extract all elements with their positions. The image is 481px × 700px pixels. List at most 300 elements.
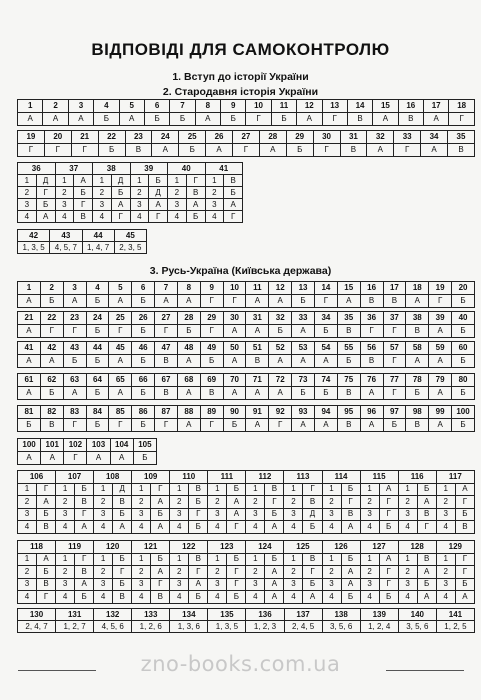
- question-number: 124: [246, 541, 284, 554]
- match-answer: Г: [227, 578, 246, 591]
- match-answer: Б: [379, 521, 398, 534]
- match-index: 1: [132, 483, 151, 496]
- match-index: 4: [55, 211, 74, 223]
- question-number: 92: [269, 406, 292, 419]
- match-index: 4: [94, 591, 113, 604]
- question-number: 105: [133, 439, 156, 452]
- answer-cell: В: [40, 419, 63, 432]
- answer-cell: Б: [383, 419, 406, 432]
- answer-cell: Б: [86, 295, 109, 308]
- answer-cell: 1, 2, 5: [436, 621, 474, 633]
- question-number: 110: [170, 471, 208, 484]
- match-index: 4: [398, 521, 417, 534]
- match-answer: Б: [379, 591, 398, 604]
- question-number: 43: [50, 230, 82, 242]
- match-index: 4: [93, 211, 112, 223]
- match-index: 2: [284, 496, 303, 509]
- match-answer: Б: [341, 591, 360, 604]
- question-number: 15: [373, 100, 398, 113]
- question-number: 32: [367, 131, 394, 144]
- question-number: 7: [155, 282, 178, 295]
- match-index: 2: [322, 496, 341, 509]
- answer-cell: Б: [132, 355, 155, 368]
- match-answer: Б: [227, 553, 246, 566]
- answer-cell: 1, 4, 7: [82, 242, 114, 254]
- question-number: 16: [398, 100, 423, 113]
- match-answer: В: [75, 496, 94, 509]
- answer-cell: Б: [337, 355, 360, 368]
- question-number: 115: [360, 471, 398, 484]
- answer-cell: А: [373, 113, 398, 126]
- answer-cell: Г: [18, 144, 45, 157]
- answer-cell: 2, 4, 5: [284, 621, 322, 633]
- match-index: 3: [55, 199, 74, 211]
- answer-cell: А: [246, 419, 269, 432]
- question-number: 11: [246, 282, 269, 295]
- match-answer: Б: [224, 187, 243, 199]
- match-answer: Д: [303, 508, 322, 521]
- match-answer: А: [37, 553, 56, 566]
- match-answer: А: [379, 553, 398, 566]
- match-index: 4: [208, 591, 227, 604]
- answer-cell: Б: [132, 419, 155, 432]
- question-number: 101: [41, 439, 64, 452]
- match-index: 3: [360, 508, 379, 521]
- match-index: 4: [208, 521, 227, 534]
- question-number: 8: [195, 100, 220, 113]
- match-answer: Г: [455, 553, 474, 566]
- match-answer: В: [186, 187, 205, 199]
- match-answer: А: [75, 521, 94, 534]
- question-number: 103: [87, 439, 110, 452]
- match-index: 2: [398, 496, 417, 509]
- match-index: 4: [246, 591, 265, 604]
- match-index: 2: [94, 496, 113, 509]
- match-answer: А: [149, 199, 168, 211]
- match-answer: А: [111, 199, 130, 211]
- match-index: 1: [360, 483, 379, 496]
- answer-cell: 1, 3, 5: [208, 621, 246, 633]
- question-number: 26: [132, 312, 155, 325]
- question-number: 90: [223, 406, 246, 419]
- answer-cell: А: [109, 355, 132, 368]
- question-number: 35: [448, 131, 475, 144]
- answer-cell: Б: [452, 419, 475, 432]
- answer-table-ancient-1-18: [17, 99, 475, 126]
- match-index: 2: [55, 187, 74, 199]
- question-number: 119: [56, 541, 94, 554]
- answer-cell: А: [177, 355, 200, 368]
- match-answer: Г: [303, 566, 322, 579]
- question-number: 42: [18, 230, 50, 242]
- match-answer: Б: [417, 483, 436, 496]
- question-number: 71: [246, 374, 269, 387]
- question-number: 138: [322, 609, 360, 621]
- question-number: 27: [155, 312, 178, 325]
- match-answer: А: [265, 566, 284, 579]
- answer-cell: А: [119, 113, 144, 126]
- match-index: 3: [132, 508, 151, 521]
- match-index: 4: [360, 591, 379, 604]
- answer-cell: В: [200, 387, 223, 400]
- match-index: 1: [130, 175, 149, 187]
- question-number: 132: [94, 609, 132, 621]
- answer-cell: В: [337, 387, 360, 400]
- answer-cell: Б: [132, 325, 155, 338]
- answer-cell: Г: [44, 144, 71, 157]
- question-number: 1: [18, 100, 43, 113]
- question-number: 52: [269, 342, 292, 355]
- match-index: 1: [170, 553, 189, 566]
- match-index: 1: [398, 483, 417, 496]
- match-answer: А: [113, 521, 132, 534]
- answer-cell: А: [429, 387, 452, 400]
- question-number: 24: [152, 131, 179, 144]
- question-number: 38: [93, 163, 131, 175]
- answer-cell: 1, 2, 4: [360, 621, 398, 633]
- question-number: 29: [286, 131, 313, 144]
- answer-cell: 1, 3, 5: [18, 242, 50, 254]
- question-number: 98: [406, 406, 429, 419]
- match-answer: А: [227, 496, 246, 509]
- question-number: 66: [132, 374, 155, 387]
- answer-cell: Б: [40, 387, 63, 400]
- question-number: 41: [18, 342, 41, 355]
- answer-cell: А: [223, 355, 246, 368]
- answer-cell: Б: [144, 113, 169, 126]
- question-number: 50: [223, 342, 246, 355]
- answer-cell: А: [406, 355, 429, 368]
- answer-cell: А: [421, 144, 448, 157]
- match-answer: А: [151, 566, 170, 579]
- answer-cell: А: [246, 325, 269, 338]
- match-index: 1: [322, 553, 341, 566]
- match-index: 4: [18, 591, 37, 604]
- question-number: 74: [314, 374, 337, 387]
- question-number: 3: [68, 100, 93, 113]
- answer-table-rus-1-20: [17, 281, 475, 308]
- match-answer: Г: [74, 199, 93, 211]
- question-number: 12: [297, 100, 322, 113]
- match-index: 4: [56, 521, 75, 534]
- match-answer: А: [341, 578, 360, 591]
- answer-cell: А: [223, 387, 246, 400]
- answer-cell: Б: [132, 295, 155, 308]
- match-answer: В: [224, 175, 243, 187]
- answer-table-ancient-19-35: [17, 130, 475, 157]
- answer-cell: А: [292, 325, 315, 338]
- match-answer: Б: [75, 591, 94, 604]
- answer-cell: 4, 5, 7: [50, 242, 82, 254]
- answer-cell: А: [269, 387, 292, 400]
- match-index: 3: [436, 508, 455, 521]
- match-answer: Г: [151, 578, 170, 591]
- question-number: 55: [337, 342, 360, 355]
- question-number: 63: [63, 374, 86, 387]
- question-number: 60: [452, 342, 475, 355]
- question-number: 51: [246, 342, 269, 355]
- match-index: 4: [170, 521, 189, 534]
- question-number: 125: [284, 541, 322, 554]
- match-answer: А: [455, 591, 474, 604]
- question-number: 84: [86, 406, 109, 419]
- question-number: 18: [449, 100, 475, 113]
- question-number: 94: [314, 406, 337, 419]
- match-index: 1: [205, 175, 224, 187]
- match-index: 2: [56, 566, 75, 579]
- answer-cell: Б: [269, 325, 292, 338]
- question-number: 104: [110, 439, 133, 452]
- match-index: 4: [436, 591, 455, 604]
- answer-table-ancient-42-45: [17, 229, 147, 254]
- question-number: 99: [429, 406, 452, 419]
- question-number: 131: [56, 609, 94, 621]
- match-index: 2: [168, 187, 187, 199]
- answer-cell: Б: [86, 325, 109, 338]
- answer-cell: Б: [271, 113, 296, 126]
- match-index: 3: [284, 578, 303, 591]
- match-index: 1: [94, 553, 113, 566]
- match-index: 3: [168, 199, 187, 211]
- match-index: 1: [93, 175, 112, 187]
- match-index: 1: [360, 553, 379, 566]
- question-number: 23: [125, 131, 152, 144]
- match-index: 4: [18, 521, 37, 534]
- match-answer: А: [265, 578, 284, 591]
- match-index: 4: [168, 211, 187, 223]
- match-answer: Б: [455, 508, 474, 521]
- question-number: 48: [177, 342, 200, 355]
- match-index: 4: [398, 591, 417, 604]
- match-answer: Б: [113, 578, 132, 591]
- answer-cell: А: [18, 113, 43, 126]
- answer-cell: Г: [449, 113, 475, 126]
- match-answer: Г: [36, 187, 55, 199]
- question-number: 1: [18, 282, 41, 295]
- answer-cell: 2, 4, 7: [18, 621, 56, 633]
- answer-table-rus-81-100: [17, 405, 475, 432]
- match-answer: А: [303, 591, 322, 604]
- question-number: 96: [360, 406, 383, 419]
- question-number: 30: [313, 131, 340, 144]
- match-answer: Б: [113, 553, 132, 566]
- match-answer: Б: [189, 496, 208, 509]
- question-number: 61: [18, 374, 41, 387]
- question-number: 79: [429, 374, 452, 387]
- question-number: 5: [109, 282, 132, 295]
- match-answer: Г: [379, 496, 398, 509]
- question-number: 49: [200, 342, 223, 355]
- match-answer: Г: [151, 483, 170, 496]
- answer-cell: В: [340, 144, 367, 157]
- answer-cell: Г: [63, 419, 86, 432]
- match-index: 2: [436, 566, 455, 579]
- match-index: 2: [18, 496, 37, 509]
- answer-cell: Б: [177, 325, 200, 338]
- match-answer: Г: [75, 553, 94, 566]
- match-index: 1: [56, 553, 75, 566]
- question-number: 2: [40, 282, 63, 295]
- section-heading-ancient: 2. Стародавня історія України: [162, 86, 319, 98]
- question-number: 89: [200, 406, 223, 419]
- answer-cell: 1, 2, 7: [56, 621, 94, 633]
- question-number: 18: [406, 282, 429, 295]
- match-index: 3: [322, 578, 341, 591]
- question-number: 78: [406, 374, 429, 387]
- question-number: 19: [18, 131, 45, 144]
- match-answer: В: [303, 553, 322, 566]
- answer-cell: Б: [452, 355, 475, 368]
- question-number: 82: [40, 406, 63, 419]
- question-number: 14: [347, 100, 372, 113]
- match-answer: Г: [379, 566, 398, 579]
- match-answer: В: [113, 496, 132, 509]
- question-number: 27: [233, 131, 260, 144]
- question-number: 8: [177, 282, 200, 295]
- question-number: 73: [292, 374, 315, 387]
- answer-cell: Г: [200, 325, 223, 338]
- answer-cell: А: [424, 113, 449, 126]
- match-index: 3: [170, 508, 189, 521]
- answer-cell: Б: [452, 295, 475, 308]
- question-number: 88: [177, 406, 200, 419]
- match-answer: Г: [149, 211, 168, 223]
- match-index: 4: [170, 591, 189, 604]
- match-index: 3: [93, 199, 112, 211]
- question-number: 127: [360, 541, 398, 554]
- answer-cell: А: [41, 452, 64, 465]
- question-number: 22: [98, 131, 125, 144]
- question-number: 114: [322, 471, 360, 484]
- question-number: 28: [177, 312, 200, 325]
- question-number: 15: [337, 282, 360, 295]
- match-index: 1: [436, 483, 455, 496]
- answer-cell: А: [314, 355, 337, 368]
- answer-cell: Г: [63, 325, 86, 338]
- match-index: 2: [170, 566, 189, 579]
- answer-cell: В: [448, 144, 475, 157]
- match-index: 1: [284, 483, 303, 496]
- question-number: 32: [269, 312, 292, 325]
- answer-cell: Г: [200, 295, 223, 308]
- question-number: 34: [314, 312, 337, 325]
- answer-cell: В: [406, 325, 429, 338]
- match-answer: Б: [111, 187, 130, 199]
- question-number: 121: [132, 541, 170, 554]
- answer-cell: А: [177, 295, 200, 308]
- answer-cell: Б: [170, 113, 195, 126]
- answer-cell: Г: [269, 419, 292, 432]
- answer-cell: Г: [322, 113, 347, 126]
- question-number: 41: [205, 163, 243, 175]
- match-index: 4: [132, 521, 151, 534]
- answer-cell: А: [367, 144, 394, 157]
- question-number: 87: [155, 406, 178, 419]
- answer-cell: А: [152, 144, 179, 157]
- question-number: 21: [18, 312, 41, 325]
- match-index: 3: [132, 578, 151, 591]
- answer-cell: А: [177, 387, 200, 400]
- question-number: 40: [168, 163, 206, 175]
- answer-cell: Б: [314, 325, 337, 338]
- match-index: 4: [18, 211, 37, 223]
- answer-cell: Б: [452, 325, 475, 338]
- match-answer: Г: [189, 508, 208, 521]
- match-index: 3: [18, 578, 37, 591]
- match-answer: Г: [224, 211, 243, 223]
- answer-cell: Б: [221, 113, 246, 126]
- match-answer: Б: [227, 591, 246, 604]
- match-answer: Г: [227, 566, 246, 579]
- match-answer: Г: [379, 578, 398, 591]
- answer-cell: Г: [313, 144, 340, 157]
- match-answer: А: [75, 578, 94, 591]
- answer-cell: 3, 5, 6: [398, 621, 436, 633]
- answer-table-rus-118-129: [17, 540, 475, 604]
- match-index: 3: [94, 508, 113, 521]
- question-number: 45: [109, 342, 132, 355]
- match-answer: Б: [417, 578, 436, 591]
- answer-cell: Г: [360, 325, 383, 338]
- answer-cell: А: [177, 419, 200, 432]
- match-index: 3: [322, 508, 341, 521]
- answer-cell: А: [18, 355, 41, 368]
- match-answer: Г: [341, 496, 360, 509]
- match-answer: Г: [227, 521, 246, 534]
- match-index: 1: [208, 553, 227, 566]
- answer-cell: Б: [98, 144, 125, 157]
- match-answer: Б: [189, 521, 208, 534]
- answer-cell: В: [383, 295, 406, 308]
- match-answer: Б: [303, 578, 322, 591]
- match-index: 4: [246, 521, 265, 534]
- question-number: 129: [436, 541, 474, 554]
- answer-cell: А: [406, 295, 429, 308]
- match-answer: Б: [303, 521, 322, 534]
- answer-cell: В: [246, 355, 269, 368]
- answer-table-rus-41-60: [17, 341, 475, 368]
- answer-cell: Б: [286, 144, 313, 157]
- question-number: 64: [86, 374, 109, 387]
- answer-cell: Г: [383, 325, 406, 338]
- answer-cell: А: [297, 113, 322, 126]
- question-number: 62: [40, 374, 63, 387]
- question-number: 4: [86, 282, 109, 295]
- answer-cell: Г: [109, 325, 132, 338]
- match-answer: А: [265, 591, 284, 604]
- question-number: 39: [130, 163, 168, 175]
- match-index: 1: [18, 553, 37, 566]
- match-answer: А: [74, 175, 93, 187]
- match-answer: Г: [455, 566, 474, 579]
- match-answer: А: [186, 199, 205, 211]
- question-number: 38: [406, 312, 429, 325]
- question-number: 116: [398, 471, 436, 484]
- match-answer: Б: [37, 508, 56, 521]
- match-answer: А: [417, 591, 436, 604]
- match-answer: В: [74, 211, 93, 223]
- question-number: 34: [421, 131, 448, 144]
- match-answer: А: [189, 578, 208, 591]
- match-answer: Б: [75, 483, 94, 496]
- match-index: 4: [360, 521, 379, 534]
- answer-cell: Б: [40, 295, 63, 308]
- answer-cell: А: [269, 295, 292, 308]
- match-answer: Б: [265, 508, 284, 521]
- match-index: 3: [205, 199, 224, 211]
- answer-cell: 1, 3, 6: [170, 621, 208, 633]
- question-number: 120: [94, 541, 132, 554]
